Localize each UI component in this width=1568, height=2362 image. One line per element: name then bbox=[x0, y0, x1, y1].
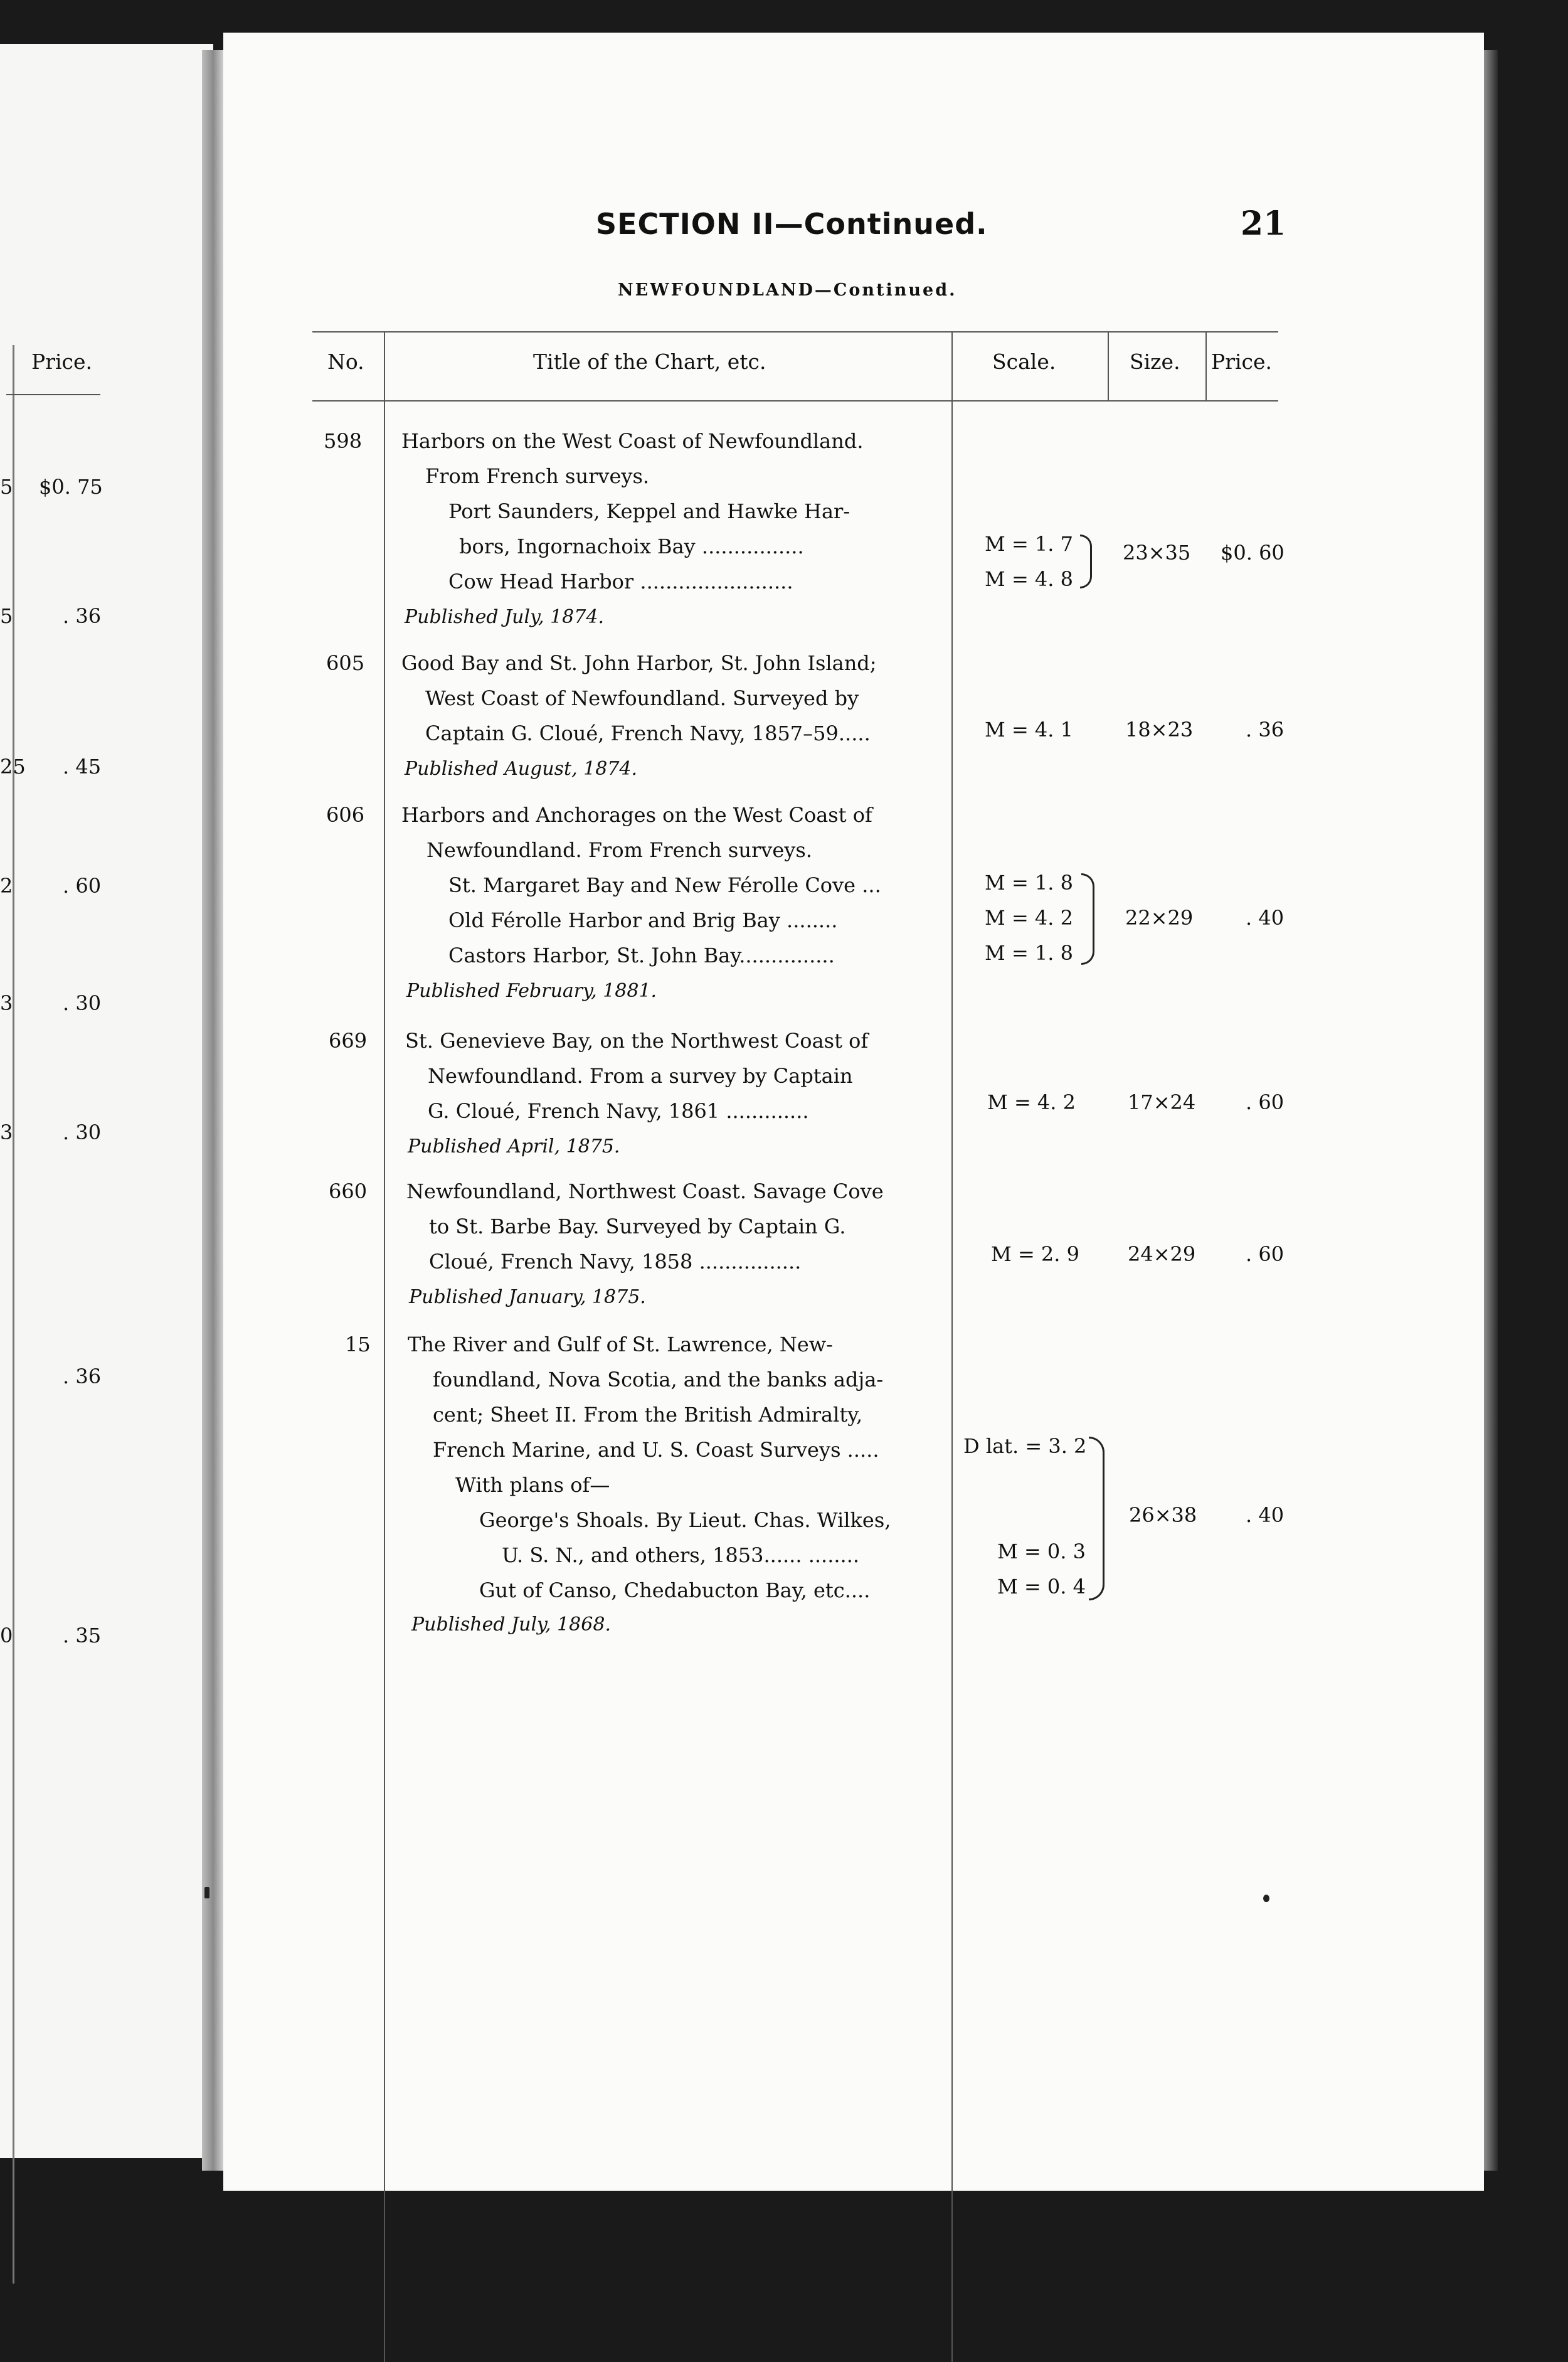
chart-title-line: Newfoundland. From a survey by Captain bbox=[428, 1064, 853, 1088]
chart-size: 23×35 bbox=[1123, 541, 1191, 565]
page-number: 21 bbox=[1241, 205, 1286, 243]
chart-scale: D lat. = 3. 2 bbox=[963, 1434, 1087, 1458]
left-price: . 36 bbox=[63, 604, 102, 628]
published-date: Published February, 1881. bbox=[406, 980, 657, 1002]
right-page bbox=[223, 33, 1484, 2191]
chart-subitem-line: bors, Ingornachoix Bay ................ bbox=[459, 535, 804, 558]
left-edge-digit: 5 bbox=[0, 475, 13, 499]
chart-price: . 40 bbox=[1246, 1503, 1285, 1527]
chart-scale: M = 4. 1 bbox=[985, 718, 1073, 742]
chart-title-line: St. Genevieve Bay, on the Northwest Coast of bbox=[405, 1029, 869, 1053]
chart-title-line: to St. Barbe Bay. Surveyed by Captain G. bbox=[429, 1215, 846, 1238]
chart-price: . 60 bbox=[1246, 1242, 1285, 1266]
chart-subitem-line: U. S. N., and others, 1853...... ........ bbox=[502, 1543, 860, 1567]
left-price: . 45 bbox=[63, 755, 102, 779]
published-date: Published April, 1875. bbox=[408, 1136, 620, 1157]
scale-brace bbox=[1081, 873, 1094, 965]
chart-title-line: Cloué, French Navy, 1858 ................ bbox=[429, 1250, 802, 1274]
column-rule-title bbox=[951, 332, 953, 2362]
chart-scale: M = 4. 2 bbox=[985, 906, 1073, 930]
header-title: Title of the Chart, etc. bbox=[533, 349, 766, 374]
chart-title-line: Harbors on the West Coast of Newfoundland. bbox=[401, 429, 864, 453]
chart-scale: M = 2. 9 bbox=[991, 1242, 1079, 1266]
chart-scale: M = 0. 4 bbox=[997, 1575, 1086, 1599]
chart-subitem-line: Cow Head Harbor ........................ bbox=[448, 570, 793, 593]
left-edge-digit: 3 bbox=[0, 1120, 13, 1144]
chart-number: 669 bbox=[329, 1029, 368, 1053]
chart-size: 26×38 bbox=[1129, 1503, 1197, 1527]
chart-scale: M = 4. 8 bbox=[985, 567, 1073, 591]
chart-subitem-line: Port Saunders, Keppel and Hawke Har- bbox=[448, 499, 850, 523]
chart-size: 18×23 bbox=[1125, 718, 1194, 742]
published-date: Published January, 1875. bbox=[409, 1286, 646, 1308]
chart-subitem-line: George's Shoals. By Lieut. Chas. Wilkes, bbox=[479, 1508, 891, 1532]
column-rule-size bbox=[1205, 332, 1207, 402]
left-price-header: Price. bbox=[31, 349, 93, 374]
ink-speck bbox=[204, 1887, 209, 1898]
left-edge-digit: 5 bbox=[0, 604, 13, 628]
published-date: Published July, 1868. bbox=[411, 1614, 611, 1636]
chart-subitem-line: Castors Harbor, St. John Bay............... bbox=[448, 944, 835, 967]
left-price: . 30 bbox=[63, 1120, 102, 1144]
left-header-rule bbox=[6, 394, 100, 395]
chart-scale: M = 1. 7 bbox=[985, 532, 1073, 556]
chart-scale: M = 4. 2 bbox=[987, 1090, 1076, 1114]
page-edge-shadow bbox=[1484, 50, 1498, 2171]
chart-title-line: The River and Gulf of St. Lawrence, New- bbox=[408, 1333, 833, 1356]
ink-speck bbox=[1263, 1895, 1269, 1902]
left-price: . 36 bbox=[63, 1365, 102, 1388]
chart-scale: M = 0. 3 bbox=[997, 1540, 1086, 1563]
chart-price: . 60 bbox=[1246, 1090, 1285, 1114]
left-column-rule bbox=[13, 345, 14, 2284]
chart-price: . 36 bbox=[1246, 718, 1285, 742]
chart-scale: M = 1. 8 bbox=[985, 941, 1073, 965]
chart-number: 660 bbox=[329, 1179, 368, 1203]
section-heading: SECTION II—Continued. bbox=[596, 207, 988, 241]
header-no: No. bbox=[327, 349, 364, 374]
chart-subitem-line: St. Margaret Bay and New Férolle Cove ... bbox=[448, 873, 881, 897]
chart-scale: M = 1. 8 bbox=[985, 871, 1073, 895]
chart-subitem-line: Old Férolle Harbor and Brig Bay ........ bbox=[448, 908, 838, 932]
chart-title-line: Newfoundland. From French surveys. bbox=[426, 838, 812, 862]
chart-subitem-line: Gut of Canso, Chedabucton Bay, etc.... bbox=[479, 1578, 871, 1602]
chart-number: 598 bbox=[324, 429, 363, 453]
left-edge-digit: 25 bbox=[0, 755, 26, 779]
chart-price: $0. 60 bbox=[1221, 541, 1285, 565]
scale-brace bbox=[1089, 1437, 1104, 1600]
table-header-rule bbox=[312, 400, 1278, 402]
published-date: Published August, 1874. bbox=[405, 758, 638, 780]
subheading: NEWFOUNDLAND—Continued. bbox=[618, 280, 957, 300]
chart-title-line: Harbors and Anchorages on the West Coast of bbox=[401, 803, 872, 827]
left-edge-digit: 2 bbox=[0, 874, 13, 898]
header-price: Price. bbox=[1211, 349, 1273, 374]
chart-size: 24×29 bbox=[1128, 1242, 1196, 1266]
column-rule-no bbox=[384, 332, 385, 2362]
chart-size: 17×24 bbox=[1128, 1090, 1196, 1114]
chart-title-line: foundland, Nova Scotia, and the banks adja- bbox=[433, 1368, 884, 1391]
left-price: . 60 bbox=[63, 874, 102, 898]
chart-title-line: From French surveys. bbox=[425, 464, 650, 488]
chart-number: 605 bbox=[326, 651, 365, 675]
left-edge-digit: 0 bbox=[0, 1624, 13, 1647]
header-scale: Scale. bbox=[992, 349, 1056, 374]
chart-subitem-line: With plans of— bbox=[455, 1473, 610, 1497]
left-edge-digit: 3 bbox=[0, 991, 13, 1015]
chart-title-line: cent; Sheet II. From the British Admiralty, bbox=[433, 1403, 863, 1427]
chart-size: 22×29 bbox=[1125, 906, 1194, 930]
left-price: . 35 bbox=[63, 1624, 102, 1647]
chart-title-line: West Coast of Newfoundland. Surveyed by bbox=[425, 686, 859, 710]
left-price: $0. 75 bbox=[39, 475, 103, 499]
chart-title-line: Captain G. Cloué, French Navy, 1857–59..... bbox=[425, 721, 871, 745]
chart-number: 606 bbox=[326, 803, 365, 827]
left-price: . 30 bbox=[63, 991, 102, 1015]
chart-title-line: Good Bay and St. John Harbor, St. John Island; bbox=[401, 651, 877, 675]
chart-title-line: G. Cloué, French Navy, 1861 ............. bbox=[428, 1099, 809, 1123]
column-rule-scale bbox=[1108, 332, 1109, 402]
chart-title-line: French Marine, and U. S. Coast Surveys ..... bbox=[433, 1438, 879, 1462]
chart-number: 15 bbox=[345, 1333, 371, 1356]
chart-title-line: Newfoundland, Northwest Coast. Savage Cove bbox=[406, 1179, 884, 1203]
published-date: Published July, 1874. bbox=[405, 606, 604, 628]
book-spine bbox=[202, 50, 225, 2171]
chart-price: . 40 bbox=[1246, 906, 1285, 930]
scale-brace bbox=[1080, 535, 1092, 588]
table-top-rule bbox=[312, 331, 1278, 332]
header-size: Size. bbox=[1130, 349, 1180, 374]
